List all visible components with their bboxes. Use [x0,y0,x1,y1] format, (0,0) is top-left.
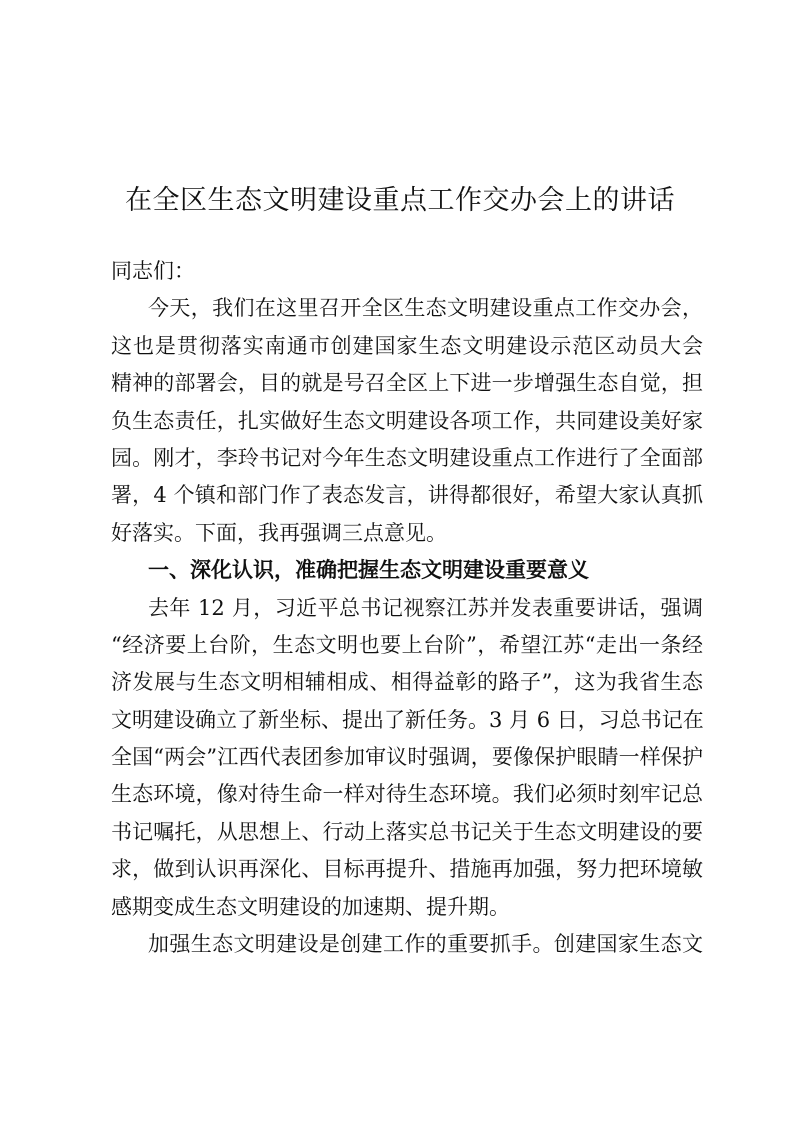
paragraph-line: 精神的部署会，目的就是号召全区上下进一步增强生态自觉，担 [111,371,703,396]
paragraph-line: “经济要上台阶，生态文明也要上台阶”，希望江苏“走出一条经 [111,632,703,657]
paragraph-line: 文明建设确立了新坐标、提出了新任务。3 月 6 日，习总书记在 [111,707,704,732]
paragraph-line: 济发展与生态文明相辅相成、相得益彰的路子”，这为我省生态 [111,670,703,695]
paragraph-line: 今天，我们在这里召开全区生态文明建设重点工作交办会， [148,296,703,321]
paragraph-line: 生态环境，像对待生命一样对待生态环境。我们必须时刻牢记总 [111,782,703,807]
paragraph-line: 去年 12 月，习近平总书记视察江苏并发表重要讲话，强调 [148,595,703,620]
paragraph-line: 求，做到认识再深化、目标再提升、措施再加强，努力把环境敏 [111,857,703,882]
paragraph-line: 园。刚才，李玲书记对今年生态文明建设重点工作进行了全面部 [111,445,703,470]
document-title: 在全区生态文明建设重点工作交办会上的讲话 [125,185,675,216]
paragraph-line: 这也是贯彻落实南通市创建国家生态文明建设示范区动员大会 [111,333,703,358]
paragraph-line: 署，4 个镇和部门作了表态发言，讲得都很好，希望大家认真抓 [111,483,703,508]
paragraph-line: 全国“两会”江西代表团参加审议时强调，要像保护眼睛一样保护 [111,745,703,770]
paragraph-line: 感期变成生态文明建设的加速期、提升期。 [111,894,510,919]
salutation: 同志们： [111,259,195,283]
paragraph-line: 书记嘱托，从思想上、行动上落实总书记关于生态文明建设的要 [111,819,703,844]
document-body [111,253,703,963]
paragraph-line: 加强生态文明建设是创建工作的重要抓手。创建国家生态文 [148,932,703,957]
paragraph-line: 负生态责任，扎实做好生态文明建设各项工作，共同建设美好家 [111,408,703,433]
paragraph-line: 好落实。下面，我再强调三点意见。 [111,520,447,545]
section-heading: 一、深化认识，准确把握生态文明建设重要意义 [148,558,589,583]
